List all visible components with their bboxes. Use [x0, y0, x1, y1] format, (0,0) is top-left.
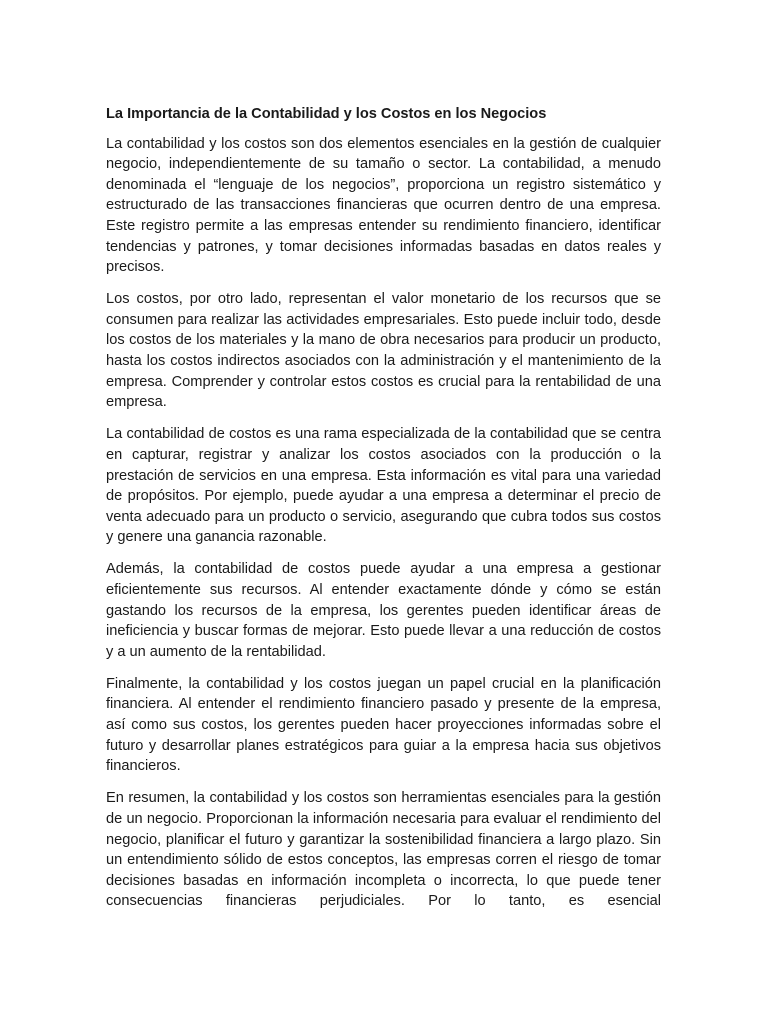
- paragraph-6: En resumen, la contabilidad y los costos son herramientas esenciales para la gestión de un negocio. Proporcionan la información necesaria para evaluar el rendimiento del negocio, planificar el futuro y garantizar la sostenibilidad financiera a largo plazo. Sin un entendimiento sólido de estos conceptos, las empresas corren el riesgo de tomar decisiones basadas en información incompleta o incorrecta, lo que puede tener consecuencias financieras perjudiciales. Por lo tanto, es esencial: [106, 790, 661, 910]
- paragraph-3: La contabilidad de costos es una rama especializada de la contabilidad que se centra en capturar, registrar y analizar los costos asociados con la producción o la prestación de servicios en una empresa. Esta información es vital para una variedad de propósitos. Por ejemplo, puede ayudar a una empresa a determinar el precio de venta adecuado para un producto o servicio, asegurando que cubra todos sus costos y genere una ganancia razonable.: [106, 426, 661, 546]
- paragraph-1: La contabilidad y los costos son dos elementos esenciales en la gestión de cualquier negocio, independientemente de su tamaño o sector. La contabilidad, a menudo denominada el “lenguaje de los negocios”, proporciona un registro sistemático y estructurado de las transacciones financieras que ocurren dentro de una empresa. Este registro permite a las empresas entender su rendimiento financiero, identificar tendencias y patrones, y tomar decisiones informadas basadas en datos reales y precisos.: [106, 135, 661, 276]
- document-title: La Importancia de la Contabilidad y los Costos en los Negocios: [106, 106, 547, 122]
- paragraph-5: Finalmente, la contabilidad y los costos juegan un papel crucial en la planificación financiera. Al entender el rendimiento financiero pasado y presente de la empresa, así como sus costos, los gerentes pueden hacer proyecciones informadas sobre el futuro y desarrollar planes estratégicos para guiar a la empresa hacia sus objetivos financieros.: [106, 675, 661, 775]
- document-body: [106, 104, 661, 923]
- paragraph-4: Además, la contabilidad de costos puede ayudar a una empresa a gestionar eficientemente sus recursos. Al entender exactamente dónde y cómo se están gastando los recursos de la empresa, los gerentes pueden identificar áreas de ineficiencia y buscar formas de mejorar. Esto puede llevar a una reducción de costos y a un aumento de la rentabilidad.: [106, 561, 661, 660]
- paragraph-2: Los costos, por otro lado, representan el valor monetario de los recursos que se consumen para realizar las actividades empresariales. Esto puede incluir todo, desde los costos de los materiales y la mano de obra necesarios para producir un producto, hasta los costos indirectos asociados con la administración y el mantenimiento de la empresa. Comprender y controlar estos costos es crucial para la rentabilidad de una empresa.: [106, 291, 661, 411]
